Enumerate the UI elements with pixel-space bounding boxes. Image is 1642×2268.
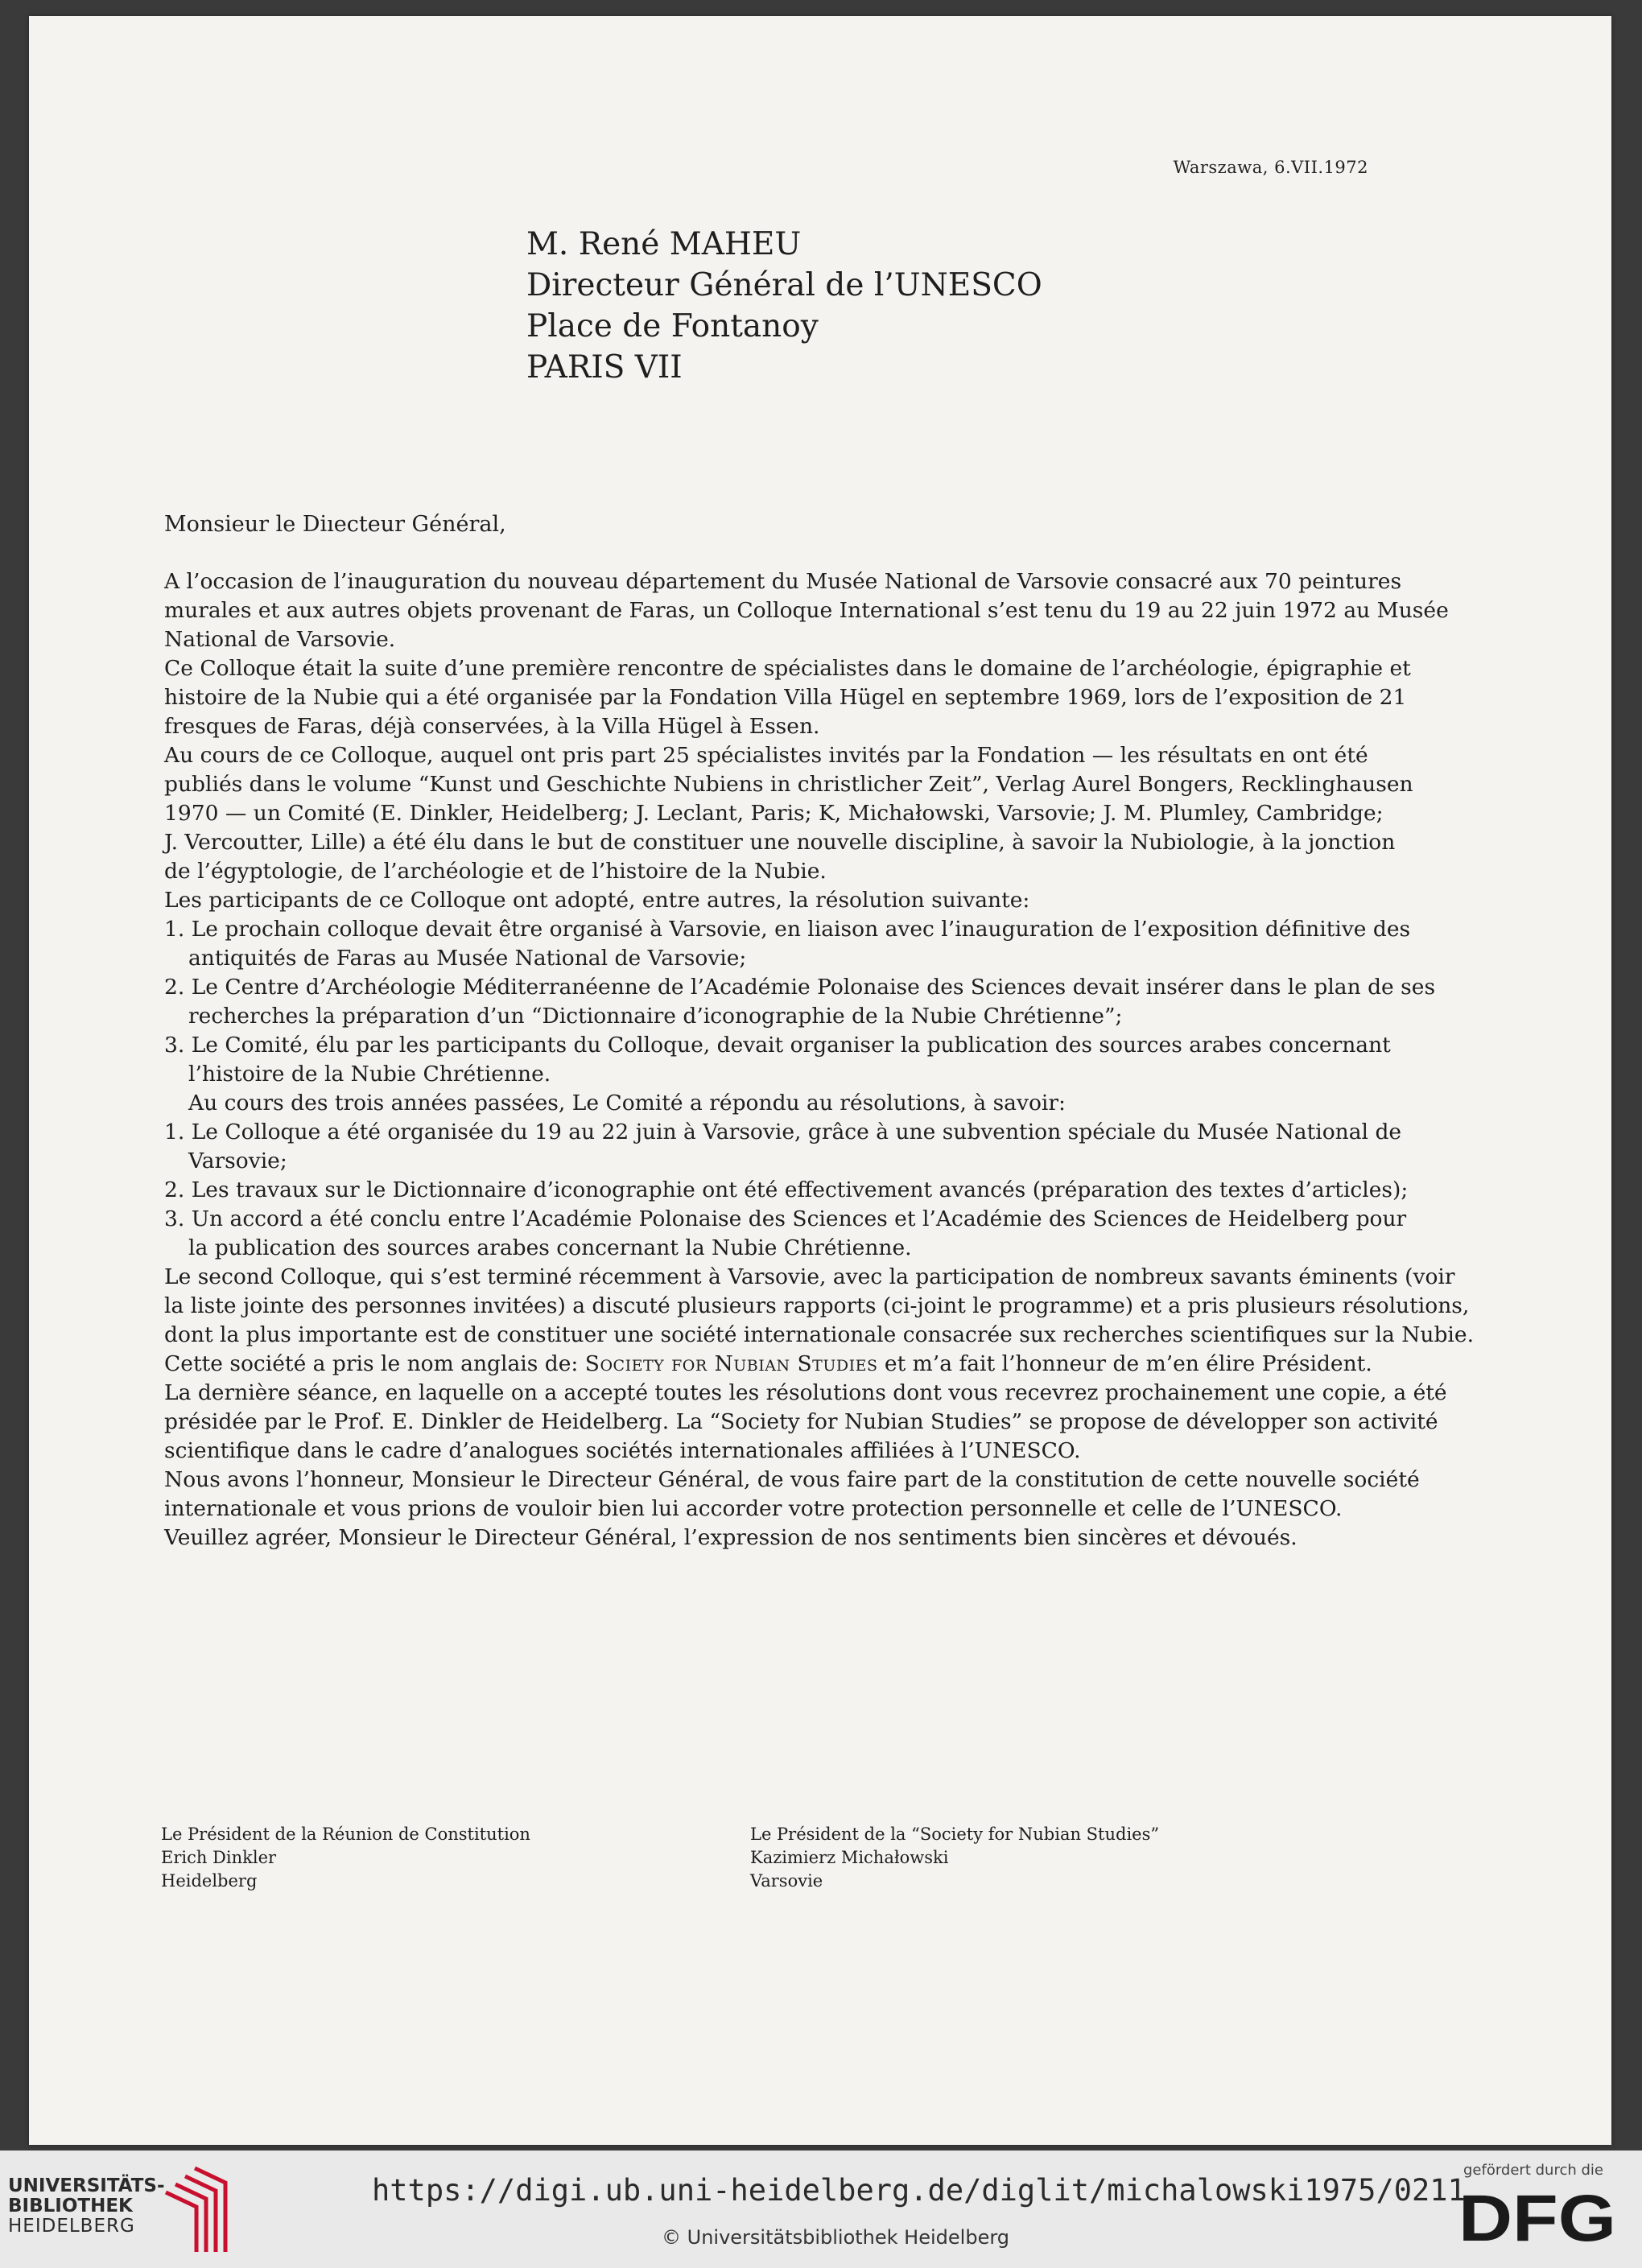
addressee-line: M. René MAHEU xyxy=(526,226,802,262)
dfg-logo-text: DFG xyxy=(1458,2184,1616,2249)
list-item-continuation: la publication des sources arabes concernant la Nubie Chrétienne. xyxy=(188,1235,912,1260)
body-line: Les participants de ce Colloque ont adopté, entre autres, la résolution suivante: xyxy=(164,888,1030,913)
body-line: publiés dans le volume “Kunst und Geschichte Nubiens in christlicher Zeit”, Verlag Aurel Bongers, Recklinghausen xyxy=(164,772,1413,797)
body-line: Le second Colloque, qui s’est terminé récemment à Varsovie, avec la participation de nombreux savants éminents (voir xyxy=(164,1264,1455,1289)
signature-city: Heidelberg xyxy=(161,1871,258,1891)
library-name-line: UNIVERSITÄTS- xyxy=(8,2175,165,2196)
addressee-line: Directeur Général de l’UNESCO xyxy=(526,267,1042,303)
addressee-block xyxy=(526,224,1042,388)
society-name: Society for Nubian Studies xyxy=(584,1351,878,1376)
body-line: National de Varsovie. xyxy=(164,627,396,652)
body-line: murales et aux autres objets provenant de Faras, un Colloque International s’est tenu du 19 au 22 juin 1972 au Musée xyxy=(164,598,1449,623)
signature-title: Le Président de la Réunion de Constitution xyxy=(161,1825,530,1844)
body-line: fresques de Faras, déjà conservées, à la Villa Hügel à Essen. xyxy=(164,714,820,739)
list-item-continuation: antiquités de Faras au Musée National de Varsovie; xyxy=(188,946,747,971)
permalink-url[interactable]: https://digi.ub.uni-heidelberg.de/diglit/michalowski1975/0211 xyxy=(372,2173,1466,2208)
body-line: A l’occasion de l’inauguration du nouveau département du Musée National de Varsovie consacré aux 70 peintures xyxy=(164,569,1402,594)
library-logo-icon[interactable] xyxy=(163,2165,230,2255)
addressee-line: PARIS VII xyxy=(526,349,683,386)
addressee-line: Place de Fontanoy xyxy=(526,308,819,344)
body-line: scientifique dans le cadre d’analogues sociétés internationales affiliées à l’UNESCO. xyxy=(164,1438,1081,1463)
dfg-logo-icon[interactable] xyxy=(1458,2184,1618,2249)
list-item-line: 1. Le Colloque a été organisée du 19 au 22 juin à Varsovie, grâce à une subvention spéciale du Musée National de xyxy=(164,1120,1402,1144)
list-item-line: 2. Les travaux sur le Dictionnaire d’iconographie ont été effectivement avancés (préparation des textes d’articles); xyxy=(164,1177,1409,1202)
list-item-continuation: l’histoire de la Nubie Chrétienne. xyxy=(188,1062,551,1087)
body-line: Ce Colloque était la suite d’une première rencontre de spécialistes dans le domaine de l’archéologie, épigraphie et xyxy=(164,656,1411,681)
letter-body xyxy=(164,567,1475,1553)
body-line: Au cours de ce Colloque, auquel ont pris part 25 spécialistes invités par la Fondation — les résultats en ont été xyxy=(164,743,1368,768)
body-text-span: et m’a fait l’honneur de m’en élire Président. xyxy=(884,1351,1372,1376)
viewer-footer xyxy=(0,2150,1642,2268)
body-text-span: Cette société a pris le nom anglais de: xyxy=(164,1351,579,1376)
signature-name: Kazimierz Michałowski xyxy=(750,1848,949,1867)
list-item-continuation: Varsovie; xyxy=(188,1148,287,1173)
copyright-text: © Universitätsbibliothek Heidelberg xyxy=(662,2226,1010,2249)
funding-note: gefördert durch die xyxy=(1463,2162,1603,2179)
body-line: Nous avons l’honneur, Monsieur le Directeur Général, de vous faire part de la constitution de cette nouvelle société xyxy=(164,1467,1420,1492)
list-item-line: 3. Le Comité, élu par les participants du Colloque, devait organiser la publication des sources arabes concernant xyxy=(164,1033,1391,1058)
list-item-continuation: recherches la préparation d’un “Dictionnaire d’iconographie de la Nubie Chrétienne”; xyxy=(188,1004,1123,1029)
body-line: La dernière séance, en laquelle on a accepté toutes les résolutions dont vous recevrez prochainement une copie, a été xyxy=(164,1380,1447,1405)
signature-left xyxy=(161,1823,530,1893)
body-line: Au cours des trois années passées, Le Comité a répondu au résolutions, à savoir: xyxy=(188,1091,1066,1115)
library-name-line: HEIDELBERG xyxy=(8,2216,135,2237)
salutation: Monsieur le Diıecteur Général, xyxy=(164,512,506,537)
library-name[interactable] xyxy=(8,2176,165,2237)
signature-city: Varsovie xyxy=(750,1871,823,1891)
body-line: 1970 — un Comité (E. Dinkler, Heidelberg; J. Leclant, Paris; K, Michałowski, Varsovie; J. M. Plumley, Cambridge; xyxy=(164,801,1384,826)
signature-title: Le Président de la “Society for Nubian Studies” xyxy=(750,1825,1160,1844)
library-name-line: BIBLIOTHEK xyxy=(8,2196,133,2216)
list-item-line: 1. Le prochain colloque devait être organisé à Varsovie, en liaison avec l’inauguration de l’exposition définitive des xyxy=(164,917,1411,942)
body-line: Veuillez agréer, Monsieur le Directeur Général, l’expression de nos sentiments bien sincères et dévoués. xyxy=(164,1525,1298,1550)
list-item-line: 2. Le Centre d’Archéologie Méditerranéenne de l’Académie Polonaise des Sciences devait insérer dans le plan de ses xyxy=(164,975,1436,1000)
letter-date: Warszawa, 6.VII.1972 xyxy=(1173,158,1368,177)
body-line: dont la plus importante est de constituer une société internationale consacrée sux recherches scientifiques sur la Nubie. xyxy=(164,1322,1475,1347)
signature-right xyxy=(750,1823,1159,1893)
body-line: présidée par le Prof. E. Dinkler de Heidelberg. La “Society for Nubian Studies” se propose de développer son activité xyxy=(164,1409,1438,1434)
body-line: la liste jointe des personnes invitées) a discuté plusieurs rapports (ci-joint le programme) et a pris plusieurs résolutions, xyxy=(164,1293,1470,1318)
list-item-line: 3. Un accord a été conclu entre l’Académie Polonaise des Sciences et l’Académie des Sciences de Heidelberg pour xyxy=(164,1206,1407,1231)
body-line xyxy=(164,1350,1388,1379)
signature-name: Erich Dinkler xyxy=(161,1848,277,1867)
body-line: J. Vercoutter, Lille) a été élu dans le but de constituer une nouvelle discipline, à savoir la Nubiologie, à la jonction xyxy=(164,830,1396,855)
document-page xyxy=(29,16,1611,2145)
body-line: histoire de la Nubie qui a été organisée par la Fondation Villa Hügel en septembre 1969, lors de l’exposition de 21 xyxy=(164,685,1407,710)
body-line: internationale et vous prions de vouloir bien lui accorder votre protection personnelle et celle de l’UNESCO. xyxy=(164,1496,1343,1521)
body-line: de l’égyptologie, de l’archéologie et de l’histoire de la Nubie. xyxy=(164,859,827,884)
